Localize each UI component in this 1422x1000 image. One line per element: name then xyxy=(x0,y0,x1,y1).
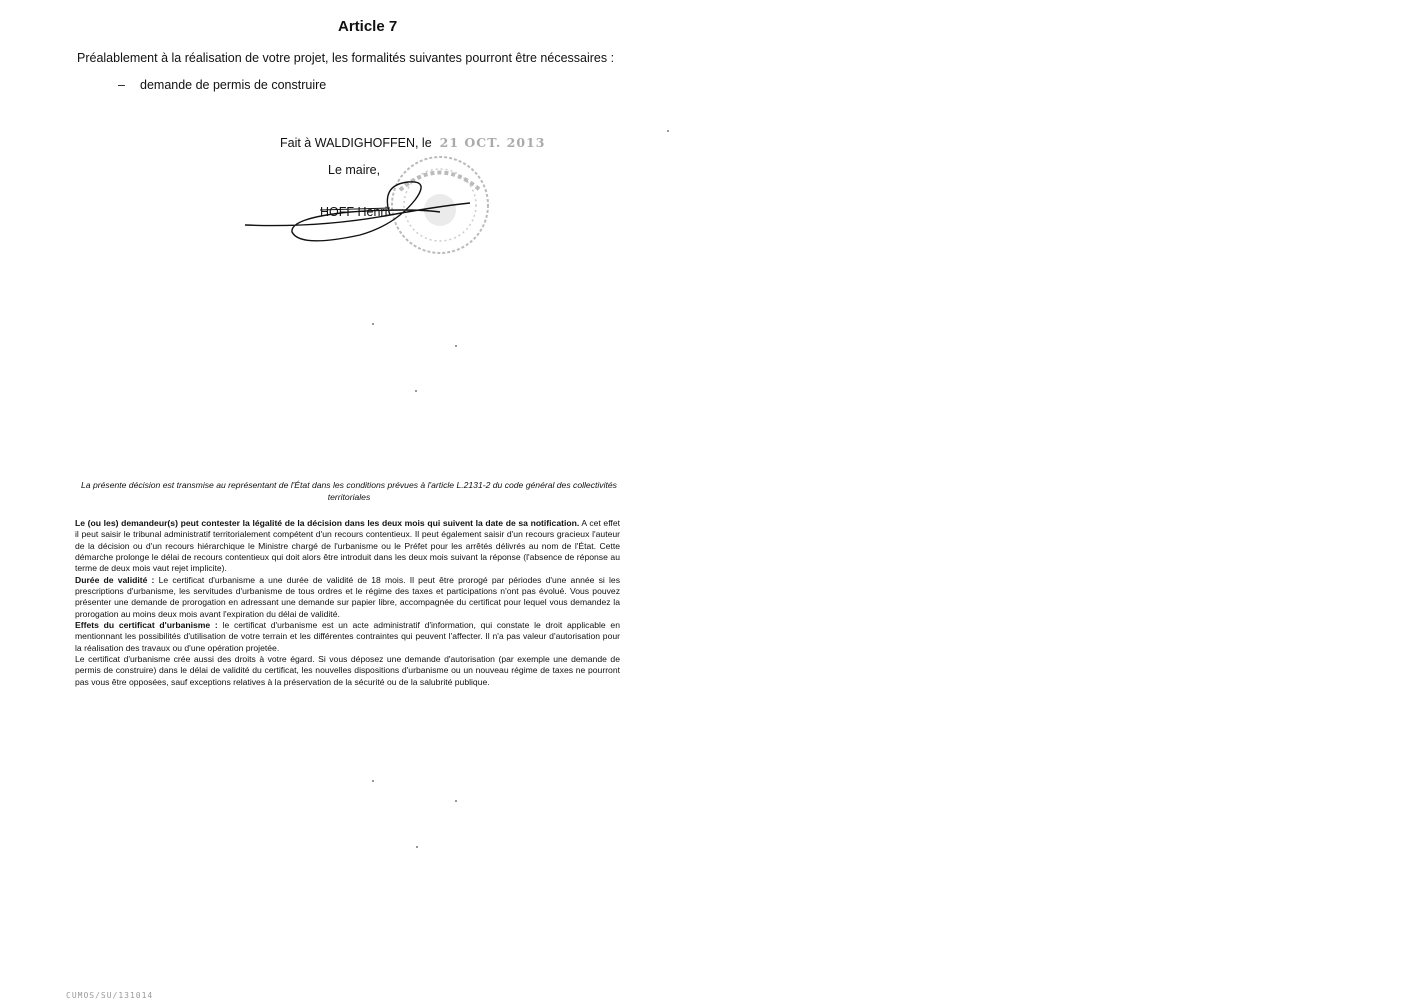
signer-name: HOFF Henri xyxy=(320,205,388,219)
scan-speck xyxy=(455,800,457,802)
scan-speck xyxy=(372,323,374,325)
scan-speck xyxy=(416,846,418,848)
scan-speck xyxy=(372,780,374,782)
effets-text: le certificat d'urbanisme est un acte administratif d'information, qui constate le droit applicable en mentionnant les possibilités d'utilisation de votre terrain et les différentes contraintes qui peuvent l'affecter. Il n'a pas valeur d'autorisation pour la réalisation des travaux ou d'une opération projetée. xyxy=(75,620,620,653)
place-date-line xyxy=(280,135,545,150)
validite-text: Le certificat d'urbanisme a une durée de validité de 18 mois. Il peut être prorogé par périodes d'une année si les prescriptions d'urbanisme, les servitudes d'urbanisme de tous ordres et le régime des taxes et participations n'ont pas évolué. Vous pouvez présenter une demande de prorogation en adressant une demande sur papier libre, accompagnée du certificat pour lequel vous demandez la prorogation au moins deux mois avant l'expiration du délai de validité. xyxy=(75,574,620,619)
recours-heading: Le (ou les) demandeur(s) peut contester la légalité de la décision dans les deux mois qui suivent la date de sa notification. xyxy=(75,518,580,528)
list-bullet: – xyxy=(118,78,125,92)
recours-text: A cet effet il peut saisir le tribunal administratif territorialement compétent d'un recours contentieux. Il peut également saisir d'un recours gracieux l'auteur de la décision ou d'un recours hiérarchique le Ministre chargé de l'urbanisme ou le Préfet pour les arrêtés délivrés au nom de l'État. Cette démarche prolonge le délai de recours contentieux qui doit alors être introduit dans les deux mois suivant la réponse (l'absence de réponse au terme de deux mois vaut rejet implicite). xyxy=(75,518,620,574)
transmission-note: La présente décision est transmise au représentant de l'État dans les conditions prévues à l'article L.2131-2 du code général des collectivités territoriales xyxy=(81,480,617,502)
legal-notice xyxy=(75,518,620,688)
mayor-title: Le maire, xyxy=(328,163,381,177)
scan-speck xyxy=(415,390,417,392)
droits-paragraph: Le certificat d'urbanisme crée aussi des droits à votre égard. Si vous déposez une demande d'autorisation (par exemple une demande de permis de construire) dans le délai de validité du certificat, les nouvelles dispositions d'urbanisme ou un nouveau régime de taxes ne pourront pas vous être opposées, sauf exceptions relatives à la préservation de la sécurité ou de la salubrité publique. xyxy=(75,654,620,687)
footer-reference-code: CUMOS/SU/131014 xyxy=(66,991,154,1000)
recours-paragraph xyxy=(75,518,620,575)
scan-speck xyxy=(455,345,457,347)
effets-heading: Effets du certificat d'urbanisme : xyxy=(75,620,218,631)
place-label: Fait à WALDIGHOFFEN, le xyxy=(280,136,432,150)
effets-paragraph xyxy=(75,620,620,654)
intro-paragraph: Préalablement à la réalisation de votre projet, les formalités suivantes pourront être nécessaires : xyxy=(77,51,615,65)
scan-speck xyxy=(667,130,669,132)
list-item xyxy=(118,78,326,92)
validite-heading: Durée de validité : xyxy=(75,574,155,585)
validite-paragraph xyxy=(75,575,620,620)
article-title: Article 7 xyxy=(338,18,398,35)
date-stamp: 21 OCT. 2013 xyxy=(439,135,546,150)
handwritten-signature xyxy=(240,170,490,250)
list-item-text: demande de permis de construire xyxy=(140,78,327,92)
